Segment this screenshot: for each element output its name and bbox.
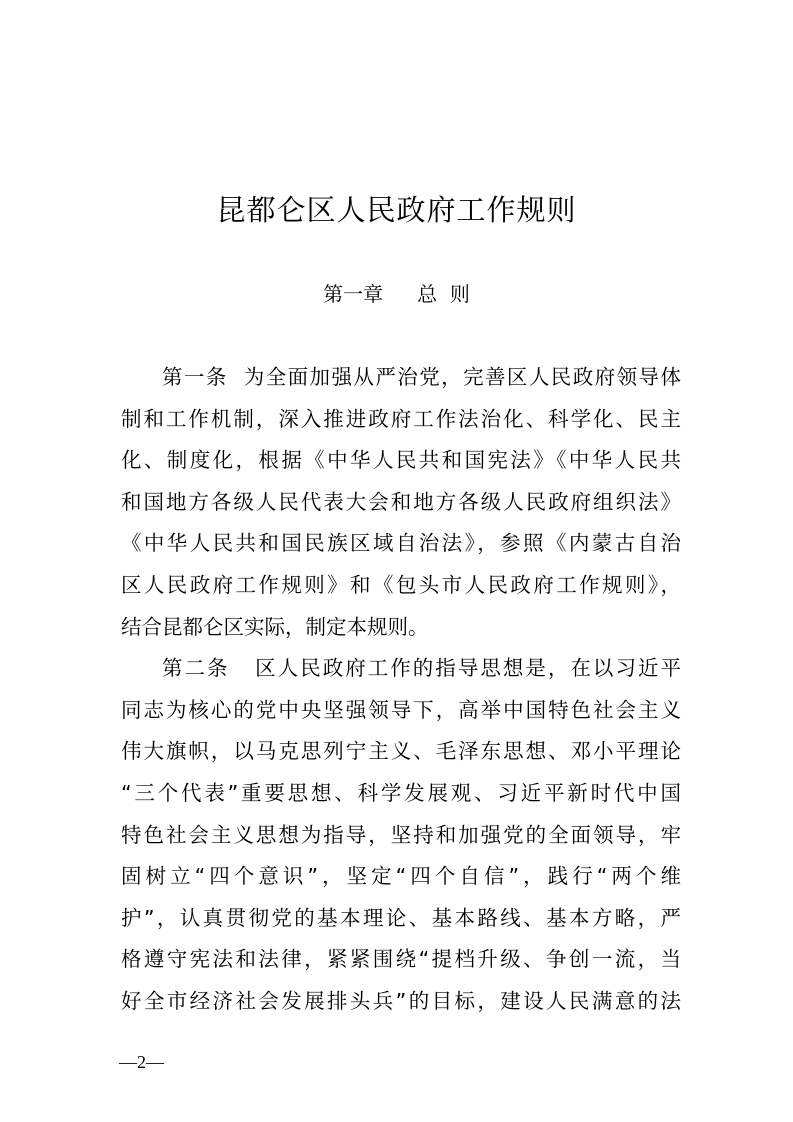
chapter-number: 第一章 [323,282,384,306]
text-line: 伟大旗帜，以马克思列宁主义、毛泽东思想、邓小平理论 [121,739,681,764]
text-line: 特色社会主义思想为指导，坚持和加强党的全面领导，牢 [121,822,681,847]
text-line: 固树立“四个意识”，坚定“四个自信”，践行“两个维 [121,864,681,889]
text-line: 化、制度化，根据《中华人民共和国宪法》《中华人民共 [121,448,681,473]
text-line: 制和工作机制，深入推进政府工作法治化、科学化、民主 [121,406,681,431]
document-title: 昆都仑区人民政府工作规则 [216,193,577,227]
page-number: —2— [119,1052,164,1072]
document-body [121,357,681,1023]
text-line: 和国地方各级人民代表大会和地方各级人民政府组织法》 [121,489,681,514]
text-line: 护”，认真贯彻党的基本理论、基本路线、基本方略，严 [121,905,681,930]
text-line: “三个代表”重要思想、科学发展观、习近平新时代中国 [121,780,681,805]
text-line: 格遵守宪法和法律，紧紧围绕“提档升级、争创一流，当 [121,947,681,972]
text-line: 区人民政府工作规则》和《包头市人民政府工作规则》， [121,572,681,597]
text-line: 第二条 区人民政府工作的指导思想是，在以习近平 [162,656,681,681]
text-line: 第一条 为全面加强从严治党，完善区人民政府领导体 [162,365,681,389]
text-line: 结合昆都仑区实际，制定本规则。 [121,614,429,639]
text-line: 《中华人民共和国民族区域自治法》，参照《内蒙古自治 [121,531,681,556]
text-line: 好全市经济社会发展排头兵”的目标，建设人民满意的法 [121,988,681,1013]
chapter-name: 总 则 [417,282,470,306]
text-line: 同志为核心的党中央坚强领导下，高举中国特色社会主义 [121,697,681,722]
chapter-heading [0,279,793,309]
